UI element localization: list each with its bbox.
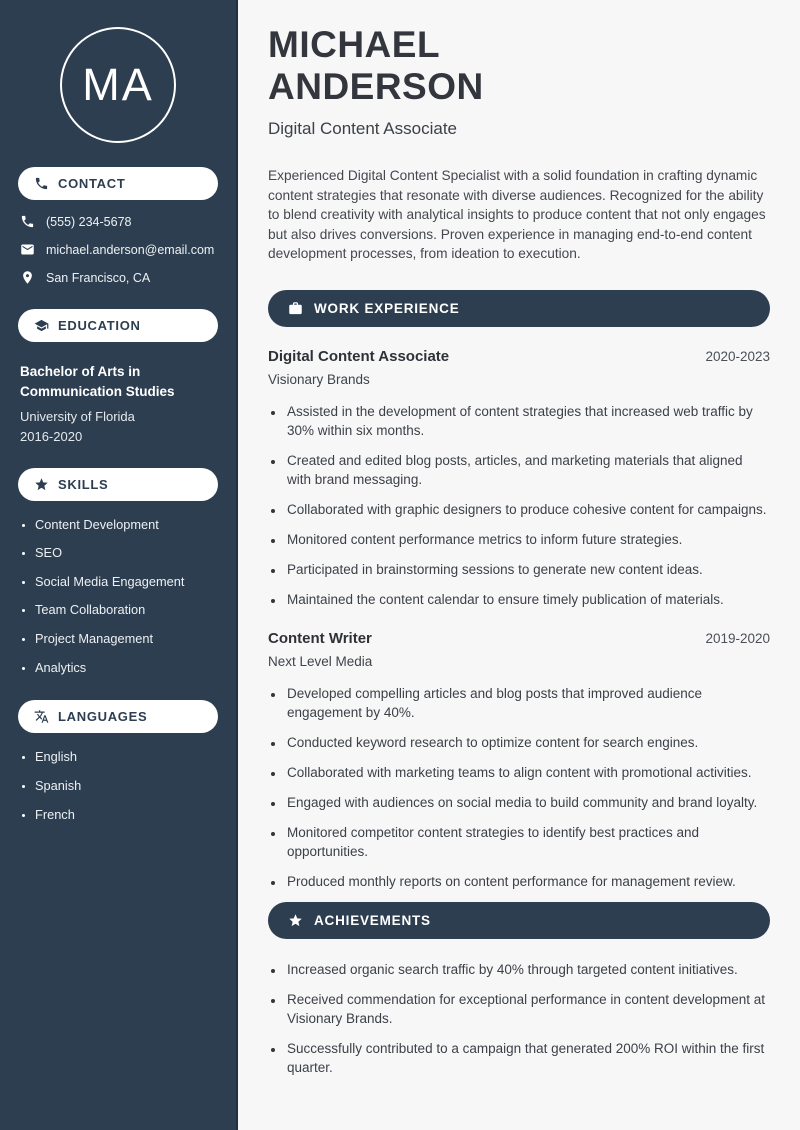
achievement-bullet: • Received commendation for exceptional performance in content development at Visionary Brands. xyxy=(285,990,770,1028)
page-title xyxy=(268,24,770,108)
location-pin-icon xyxy=(20,270,35,285)
phone-number: (555) 234-5678 xyxy=(46,214,132,229)
job-bullet: • Collaborated with graphic designers to produce cohesive content for campaigns. xyxy=(285,500,770,519)
work-experience-title: WORK EXPERIENCE xyxy=(314,300,460,316)
skills-list xyxy=(18,517,218,677)
contact-list xyxy=(18,214,218,285)
contact-item-location xyxy=(18,270,218,285)
job-title: Content Writer xyxy=(268,629,372,647)
work-experience-section-header xyxy=(268,290,770,327)
job-bullet: • Monitored content performance metrics to inform future strategies. xyxy=(285,530,770,549)
achievements-section-header xyxy=(268,902,770,939)
skill-item: • Content Development xyxy=(35,517,218,534)
job-entry xyxy=(268,630,770,891)
phone-icon xyxy=(34,176,49,191)
star-icon xyxy=(288,913,303,928)
name-line-2: ANDERSON xyxy=(268,66,484,107)
job-dates: 2019-2020 xyxy=(705,630,770,646)
language-item: • French xyxy=(35,807,218,824)
job-head xyxy=(268,630,770,647)
job-bullet: • Maintained the content calendar to ensure timely publication of materials. xyxy=(285,590,770,609)
skill-item: • Team Collaboration xyxy=(35,602,218,619)
email-icon xyxy=(20,242,35,257)
contact-item-email xyxy=(18,242,218,257)
name-line-1: MICHAEL xyxy=(268,24,441,65)
job-bullet: • Conducted keyword research to optimize content for search engines. xyxy=(285,733,770,752)
avatar-initials: MA xyxy=(82,59,154,110)
languages-section-title: LANGUAGES xyxy=(58,709,148,725)
skill-item: • Social Media Engagement xyxy=(35,574,218,591)
job-bullet: • Assisted in the development of content strategies that increased web traffic by 30% within six months. xyxy=(285,402,770,440)
location-text: San Francisco, CA xyxy=(46,270,151,285)
achievement-bullet: • Increased organic search traffic by 40% through targeted content initiatives. xyxy=(285,960,770,979)
education-section-header xyxy=(18,309,218,342)
job-dates: 2020-2023 xyxy=(705,348,770,364)
job-subtitle: Digital Content Associate xyxy=(268,119,457,138)
contact-item-phone xyxy=(18,214,218,229)
job-bullet: • Produced monthly reports on content performance for management review. xyxy=(285,872,770,891)
skills-section-title: SKILLS xyxy=(58,476,109,492)
achievements-list xyxy=(268,960,770,1077)
main-content xyxy=(238,0,800,1130)
phone-icon xyxy=(20,214,35,229)
skill-item: • Analytics xyxy=(35,660,218,677)
education-school: University of Florida xyxy=(20,408,135,424)
job-company: Next Level Media xyxy=(268,653,373,669)
job-bullet-list xyxy=(268,684,770,891)
job-bullet: • Developed compelling articles and blog posts that improved audience engagement by 40%. xyxy=(285,684,770,722)
job-bullet: • Monitored competitor content strategies to identify best practices and opportunities. xyxy=(285,823,770,861)
briefcase-icon xyxy=(288,301,303,316)
skill-item: • Project Management xyxy=(35,631,218,648)
contact-section-header xyxy=(18,167,218,200)
education-section-title: EDUCATION xyxy=(58,318,141,333)
job-entry xyxy=(268,348,770,609)
graduation-cap-icon xyxy=(34,318,49,333)
achievement-bullet: • Successfully contributed to a campaign that generated 200% ROI within the first quarter. xyxy=(285,1039,770,1077)
languages-section-header xyxy=(18,700,218,733)
translate-icon xyxy=(34,709,49,724)
job-title: Digital Content Associate xyxy=(268,347,450,365)
languages-list xyxy=(18,749,218,823)
job-company: Visionary Brands xyxy=(268,371,370,387)
achievements-title: ACHIEVEMENTS xyxy=(314,912,431,928)
sidebar xyxy=(0,0,238,1130)
summary-paragraph: Experienced Digital Content Specialist with a solid foundation in crafting dynamic content strategies that resonate with diverse audiences. Recognized for the ability to blend creativity with analytical insights to produce content that not only engages but also drives conversions. Proven experience in managing end-to-end content development processes, from ideation to execution. xyxy=(268,168,766,261)
job-bullet: • Collaborated with marketing teams to align content with promotional activities. xyxy=(285,763,770,782)
skill-item: • SEO xyxy=(35,545,218,562)
education-entry xyxy=(18,362,218,444)
education-years: 2016-2020 xyxy=(20,428,83,444)
skills-section-header xyxy=(18,468,218,501)
avatar-wrap xyxy=(18,0,218,143)
email-address: michael.anderson@email.com xyxy=(46,242,215,257)
avatar xyxy=(60,27,176,143)
language-item: • Spanish xyxy=(35,778,218,795)
job-bullet: • Created and edited blog posts, articles, and marketing materials that aligned with brand messaging. xyxy=(285,451,770,489)
education-degree: Bachelor of Arts in Communication Studies xyxy=(20,364,175,400)
job-bullet: • Engaged with audiences on social media to build community and brand loyalty. xyxy=(285,793,770,812)
star-icon xyxy=(34,477,49,492)
job-head xyxy=(268,348,770,365)
contact-section-title: CONTACT xyxy=(58,176,126,191)
language-item: • English xyxy=(35,749,218,766)
job-bullet-list xyxy=(268,402,770,609)
job-bullet: • Participated in brainstorming sessions to generate new content ideas. xyxy=(285,560,770,579)
